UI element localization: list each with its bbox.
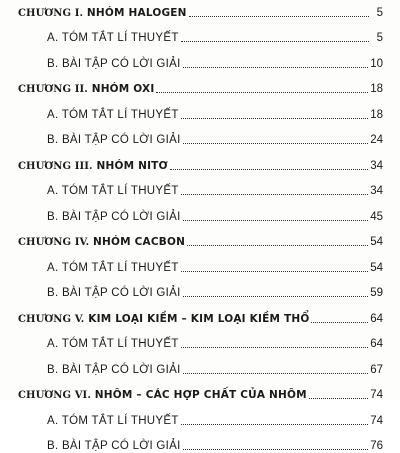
toc-chapter-6[interactable] xyxy=(0,377,400,403)
toc-chapter-1[interactable] xyxy=(0,0,400,20)
page-number: 54 xyxy=(370,262,383,275)
toc-entry[interactable] xyxy=(0,326,400,352)
entry-label: A. TÓM TẮT LÍ THUYẾT xyxy=(47,262,179,275)
page-number: 5 xyxy=(371,7,383,20)
chapter-number: CHƯƠNG IV. xyxy=(18,237,89,248)
entry-label: B. BÀI TẬP CÓ LỜI GIẢI xyxy=(47,287,181,300)
page-number: 18 xyxy=(370,109,383,122)
dot-leader xyxy=(181,347,369,348)
chapter-title: NHÓM CACBON xyxy=(93,236,185,248)
dot-leader xyxy=(311,322,368,323)
toc-chapter-5[interactable] xyxy=(0,300,400,326)
page-number: 64 xyxy=(370,338,383,351)
entry-label: A. TÓM TẮT LÍ THUYẾT xyxy=(47,338,179,351)
chapter-title: NHÓM NITƠ xyxy=(96,160,167,172)
entry-label: A. TÓM TẮT LÍ THUYẾT xyxy=(47,32,179,45)
toc-entry[interactable] xyxy=(0,275,400,301)
dot-leader xyxy=(187,245,368,246)
toc-entry[interactable] xyxy=(0,20,400,46)
dot-leader xyxy=(181,194,369,195)
toc-chapter-4[interactable] xyxy=(0,224,400,250)
page-number: 34 xyxy=(370,160,383,173)
page-number: 34 xyxy=(370,185,383,198)
entry-label: B. BÀI TẬP CÓ LỜI GIẢI xyxy=(47,440,181,453)
chapter-number: CHƯƠNG V. xyxy=(18,314,84,325)
toc-chapter-3[interactable] xyxy=(0,147,400,173)
page-number: 18 xyxy=(370,83,383,96)
dot-leader xyxy=(189,16,369,17)
page-number: 24 xyxy=(370,134,383,147)
chapter-number: CHƯƠNG III. xyxy=(18,161,93,172)
entry-label: A. TÓM TẮT LÍ THUYẾT xyxy=(47,185,179,198)
toc-entry[interactable] xyxy=(0,351,400,377)
entry-label: B. BÀI TẬP CÓ LỜI GIẢI xyxy=(47,58,181,71)
toc-entry[interactable] xyxy=(0,428,400,453)
chapter-title: NHÓM OXI xyxy=(92,83,155,95)
page-number: 5 xyxy=(371,32,383,45)
dot-leader xyxy=(181,424,369,425)
chapter-title: KIM LOẠI KIỀM – KIM LOẠI KIỀM THỔ xyxy=(88,313,309,325)
chapter-heading xyxy=(18,236,185,249)
chapter-number: CHƯƠNG II. xyxy=(18,84,88,95)
entry-label: B. BÀI TẬP CÓ LỜI GIẢI xyxy=(47,364,181,377)
dot-leader xyxy=(183,449,369,450)
toc-entry[interactable] xyxy=(0,96,400,122)
chapter-heading xyxy=(18,83,154,96)
chapter-heading xyxy=(18,160,168,173)
chapter-heading xyxy=(18,7,187,20)
dot-leader xyxy=(183,220,369,221)
toc-entry[interactable] xyxy=(0,45,400,71)
entry-label: A. TÓM TẮT LÍ THUYẾT xyxy=(47,109,179,122)
page-number: 67 xyxy=(370,364,383,377)
page-number: 59 xyxy=(370,287,383,300)
chapter-title: NHÔM – CÁC HỢP CHẤT CỦA NHÔM xyxy=(95,389,307,401)
dot-leader xyxy=(181,41,369,42)
toc-entry[interactable] xyxy=(0,249,400,275)
entry-label: B. BÀI TẬP CÓ LỜI GIẢI xyxy=(47,211,181,224)
dot-leader xyxy=(183,373,369,374)
page-number: 54 xyxy=(370,236,383,249)
dot-leader xyxy=(170,169,368,170)
page-number: 74 xyxy=(370,415,383,428)
dot-leader xyxy=(181,118,369,119)
chapter-number: CHƯƠNG VI. xyxy=(18,390,91,401)
dot-leader xyxy=(183,296,369,297)
toc-entry[interactable] xyxy=(0,173,400,199)
toc-chapter-2[interactable] xyxy=(0,71,400,97)
entry-label: A. TÓM TẮT LÍ THUYẾT xyxy=(47,415,179,428)
page-number: 45 xyxy=(370,211,383,224)
dot-leader xyxy=(183,67,369,68)
chapter-number: CHƯƠNG I. xyxy=(18,8,83,19)
dot-leader xyxy=(156,92,368,93)
chapter-heading xyxy=(18,313,309,326)
entry-label: B. BÀI TẬP CÓ LỜI GIẢI xyxy=(47,134,181,147)
page-number: 64 xyxy=(370,313,383,326)
page-number: 74 xyxy=(370,389,383,402)
dot-leader xyxy=(181,271,369,272)
toc-entry[interactable] xyxy=(0,198,400,224)
toc-entry[interactable] xyxy=(0,122,400,148)
chapter-heading xyxy=(18,389,307,402)
toc-entry[interactable] xyxy=(0,402,400,428)
chapter-title: NHÓM HALOGEN xyxy=(87,7,187,19)
dot-leader xyxy=(183,143,369,144)
page-number: 10 xyxy=(370,58,383,71)
dot-leader xyxy=(309,398,368,399)
page-number: 76 xyxy=(370,440,383,453)
